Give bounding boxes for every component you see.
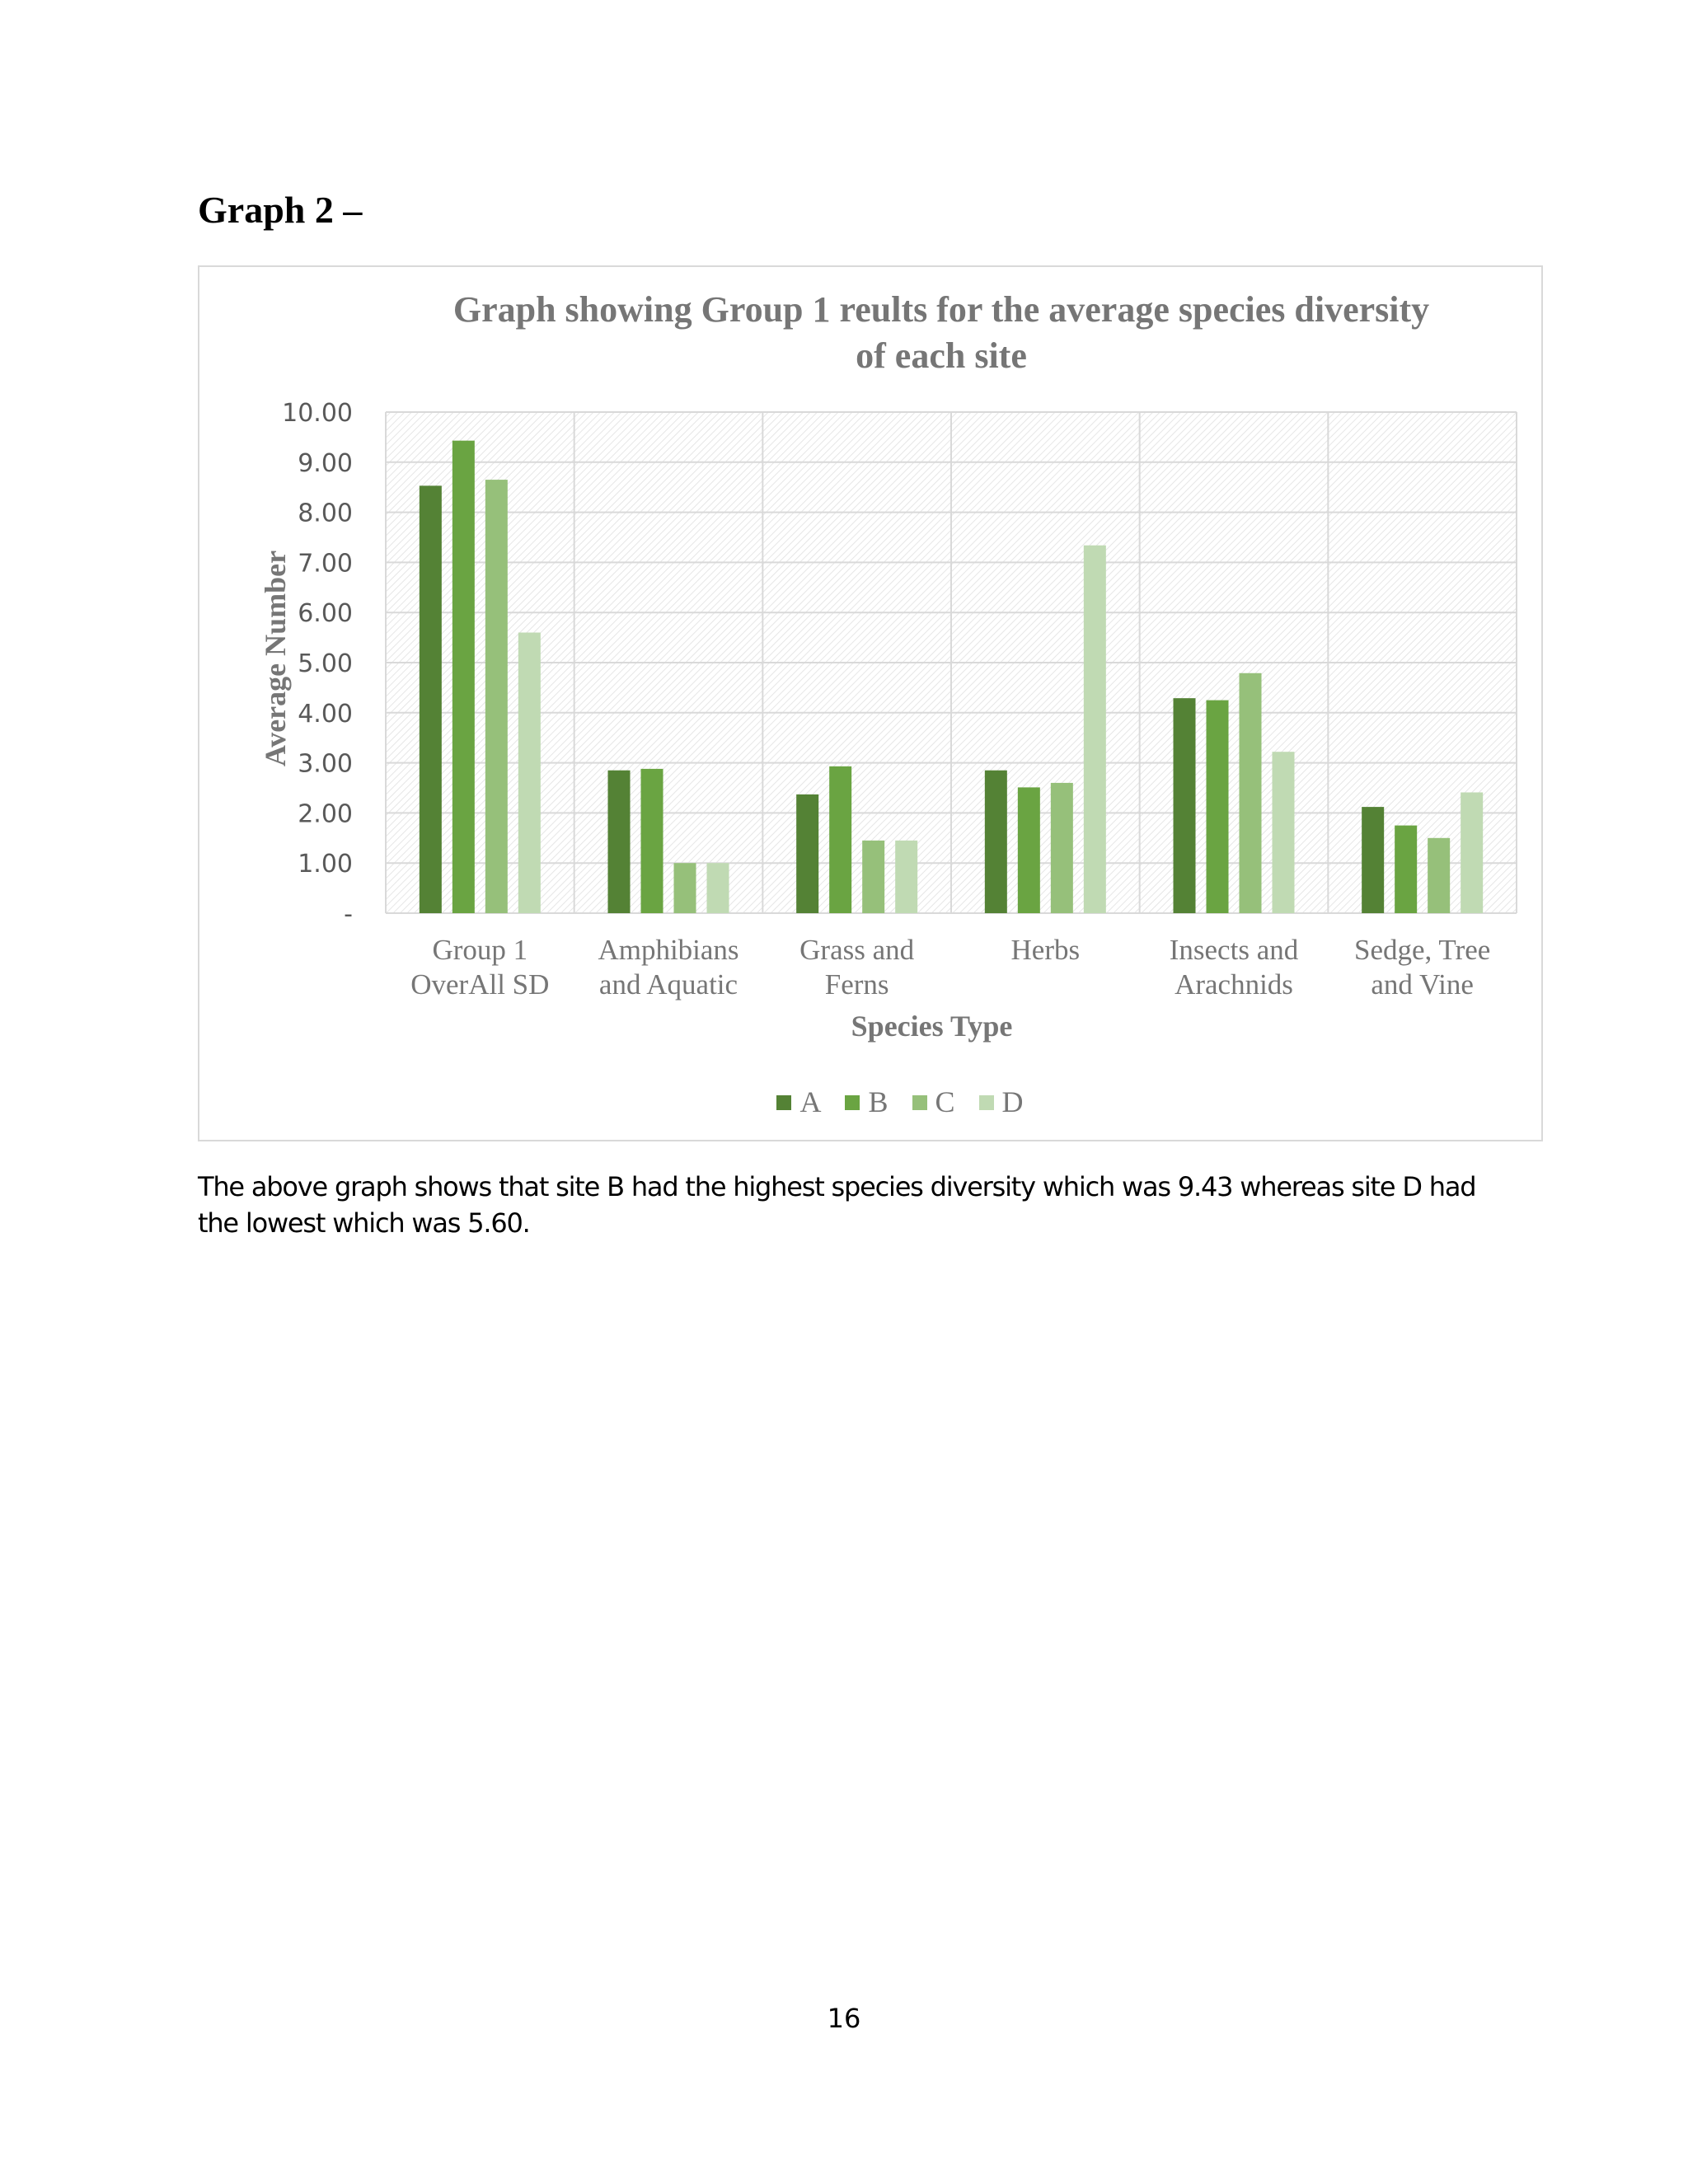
legend-swatch-a bbox=[776, 1095, 791, 1110]
page-number: 16 bbox=[827, 2003, 861, 2034]
x-tick-label: Insects and bbox=[1169, 934, 1299, 966]
caption-line-2: the lowest which was 5.60. bbox=[198, 1207, 530, 1239]
legend-label-c: C bbox=[935, 1085, 955, 1118]
y-tick-label: - bbox=[344, 900, 353, 929]
y-axis-label: Average Number bbox=[259, 550, 292, 767]
y-tick-label: 7.00 bbox=[298, 549, 353, 579]
bar-d-1 bbox=[707, 863, 729, 913]
bar-c-2 bbox=[862, 841, 884, 913]
bar-a-1 bbox=[608, 771, 631, 913]
x-tick-label: Group 1 bbox=[432, 934, 528, 966]
x-tick-label: Amphibians bbox=[598, 934, 739, 966]
x-tick-label: and Aquatic bbox=[598, 968, 738, 1001]
bar-b-1 bbox=[641, 769, 663, 913]
x-tick-label: OverAll SD bbox=[410, 968, 550, 1001]
legend-label-a: A bbox=[799, 1085, 822, 1118]
y-tick-label: 5.00 bbox=[298, 649, 353, 678]
legend-item-c bbox=[912, 1085, 955, 1119]
x-tick-label: Herbs bbox=[1010, 934, 1081, 966]
y-tick-label: 9.00 bbox=[298, 448, 353, 478]
x-tick-label: Ferns bbox=[824, 968, 889, 1001]
x-tick-label: and Vine bbox=[1371, 968, 1474, 1001]
bar-a-0 bbox=[420, 485, 442, 913]
legend-item-a bbox=[776, 1085, 821, 1119]
bar-d-3 bbox=[1084, 546, 1106, 913]
bar-c-3 bbox=[1051, 783, 1073, 913]
caption bbox=[198, 1169, 1517, 1241]
bar-c-4 bbox=[1240, 673, 1262, 913]
legend-item-d bbox=[979, 1085, 1024, 1119]
bar-c-1 bbox=[674, 863, 696, 913]
y-tick-label: 2.00 bbox=[298, 799, 353, 829]
legend-swatch-c bbox=[912, 1095, 927, 1110]
legend bbox=[199, 1085, 1545, 1119]
y-tick-label: 10.00 bbox=[282, 399, 353, 428]
legend-label-d: D bbox=[1001, 1085, 1024, 1118]
bar-c-5 bbox=[1428, 838, 1450, 913]
x-tick-label: Arachnids bbox=[1175, 968, 1293, 1001]
graph-heading: Graph 2 – bbox=[198, 189, 363, 231]
bar-d-4 bbox=[1273, 752, 1295, 913]
bar-d-0 bbox=[518, 633, 541, 913]
y-tick-label: 8.00 bbox=[298, 499, 353, 528]
bar-b-0 bbox=[452, 441, 475, 913]
x-axis-label: Species Type bbox=[851, 1010, 1013, 1043]
legend-swatch-b bbox=[845, 1095, 860, 1110]
x-tick-label: Sedge, Tree bbox=[1354, 934, 1491, 966]
y-tick-label: 3.00 bbox=[298, 749, 353, 779]
bar-c-0 bbox=[485, 480, 508, 913]
bar-a-5 bbox=[1362, 807, 1384, 913]
chart-frame bbox=[198, 265, 1543, 1141]
legend-item-b bbox=[845, 1085, 888, 1119]
y-tick-label: 6.00 bbox=[298, 599, 353, 629]
legend-swatch-d bbox=[979, 1095, 994, 1110]
bar-d-2 bbox=[895, 841, 917, 913]
x-axis-ticks bbox=[410, 934, 1490, 1001]
bar-a-4 bbox=[1174, 698, 1196, 913]
x-tick-label: Grass and bbox=[799, 934, 915, 966]
bar-b-2 bbox=[829, 766, 851, 913]
caption-line-1: The above graph shows that site B had the highest species diversity which was 9.43 whereas site D had bbox=[198, 1171, 1476, 1202]
chart-title-line2: of each site bbox=[856, 335, 1027, 376]
y-tick-label: 1.00 bbox=[298, 850, 353, 879]
bar-b-5 bbox=[1395, 826, 1417, 913]
chart-title-line1: Graph showing Group 1 reults for the average species diversity bbox=[452, 289, 1430, 330]
bar-a-3 bbox=[985, 771, 1007, 913]
bar-d-5 bbox=[1461, 792, 1483, 913]
chart-title bbox=[447, 287, 1436, 379]
bar-b-4 bbox=[1207, 701, 1229, 913]
legend-label-b: B bbox=[868, 1085, 889, 1118]
y-tick-label: 4.00 bbox=[298, 699, 353, 729]
bar-a-2 bbox=[796, 794, 818, 913]
bar-b-3 bbox=[1018, 787, 1040, 913]
